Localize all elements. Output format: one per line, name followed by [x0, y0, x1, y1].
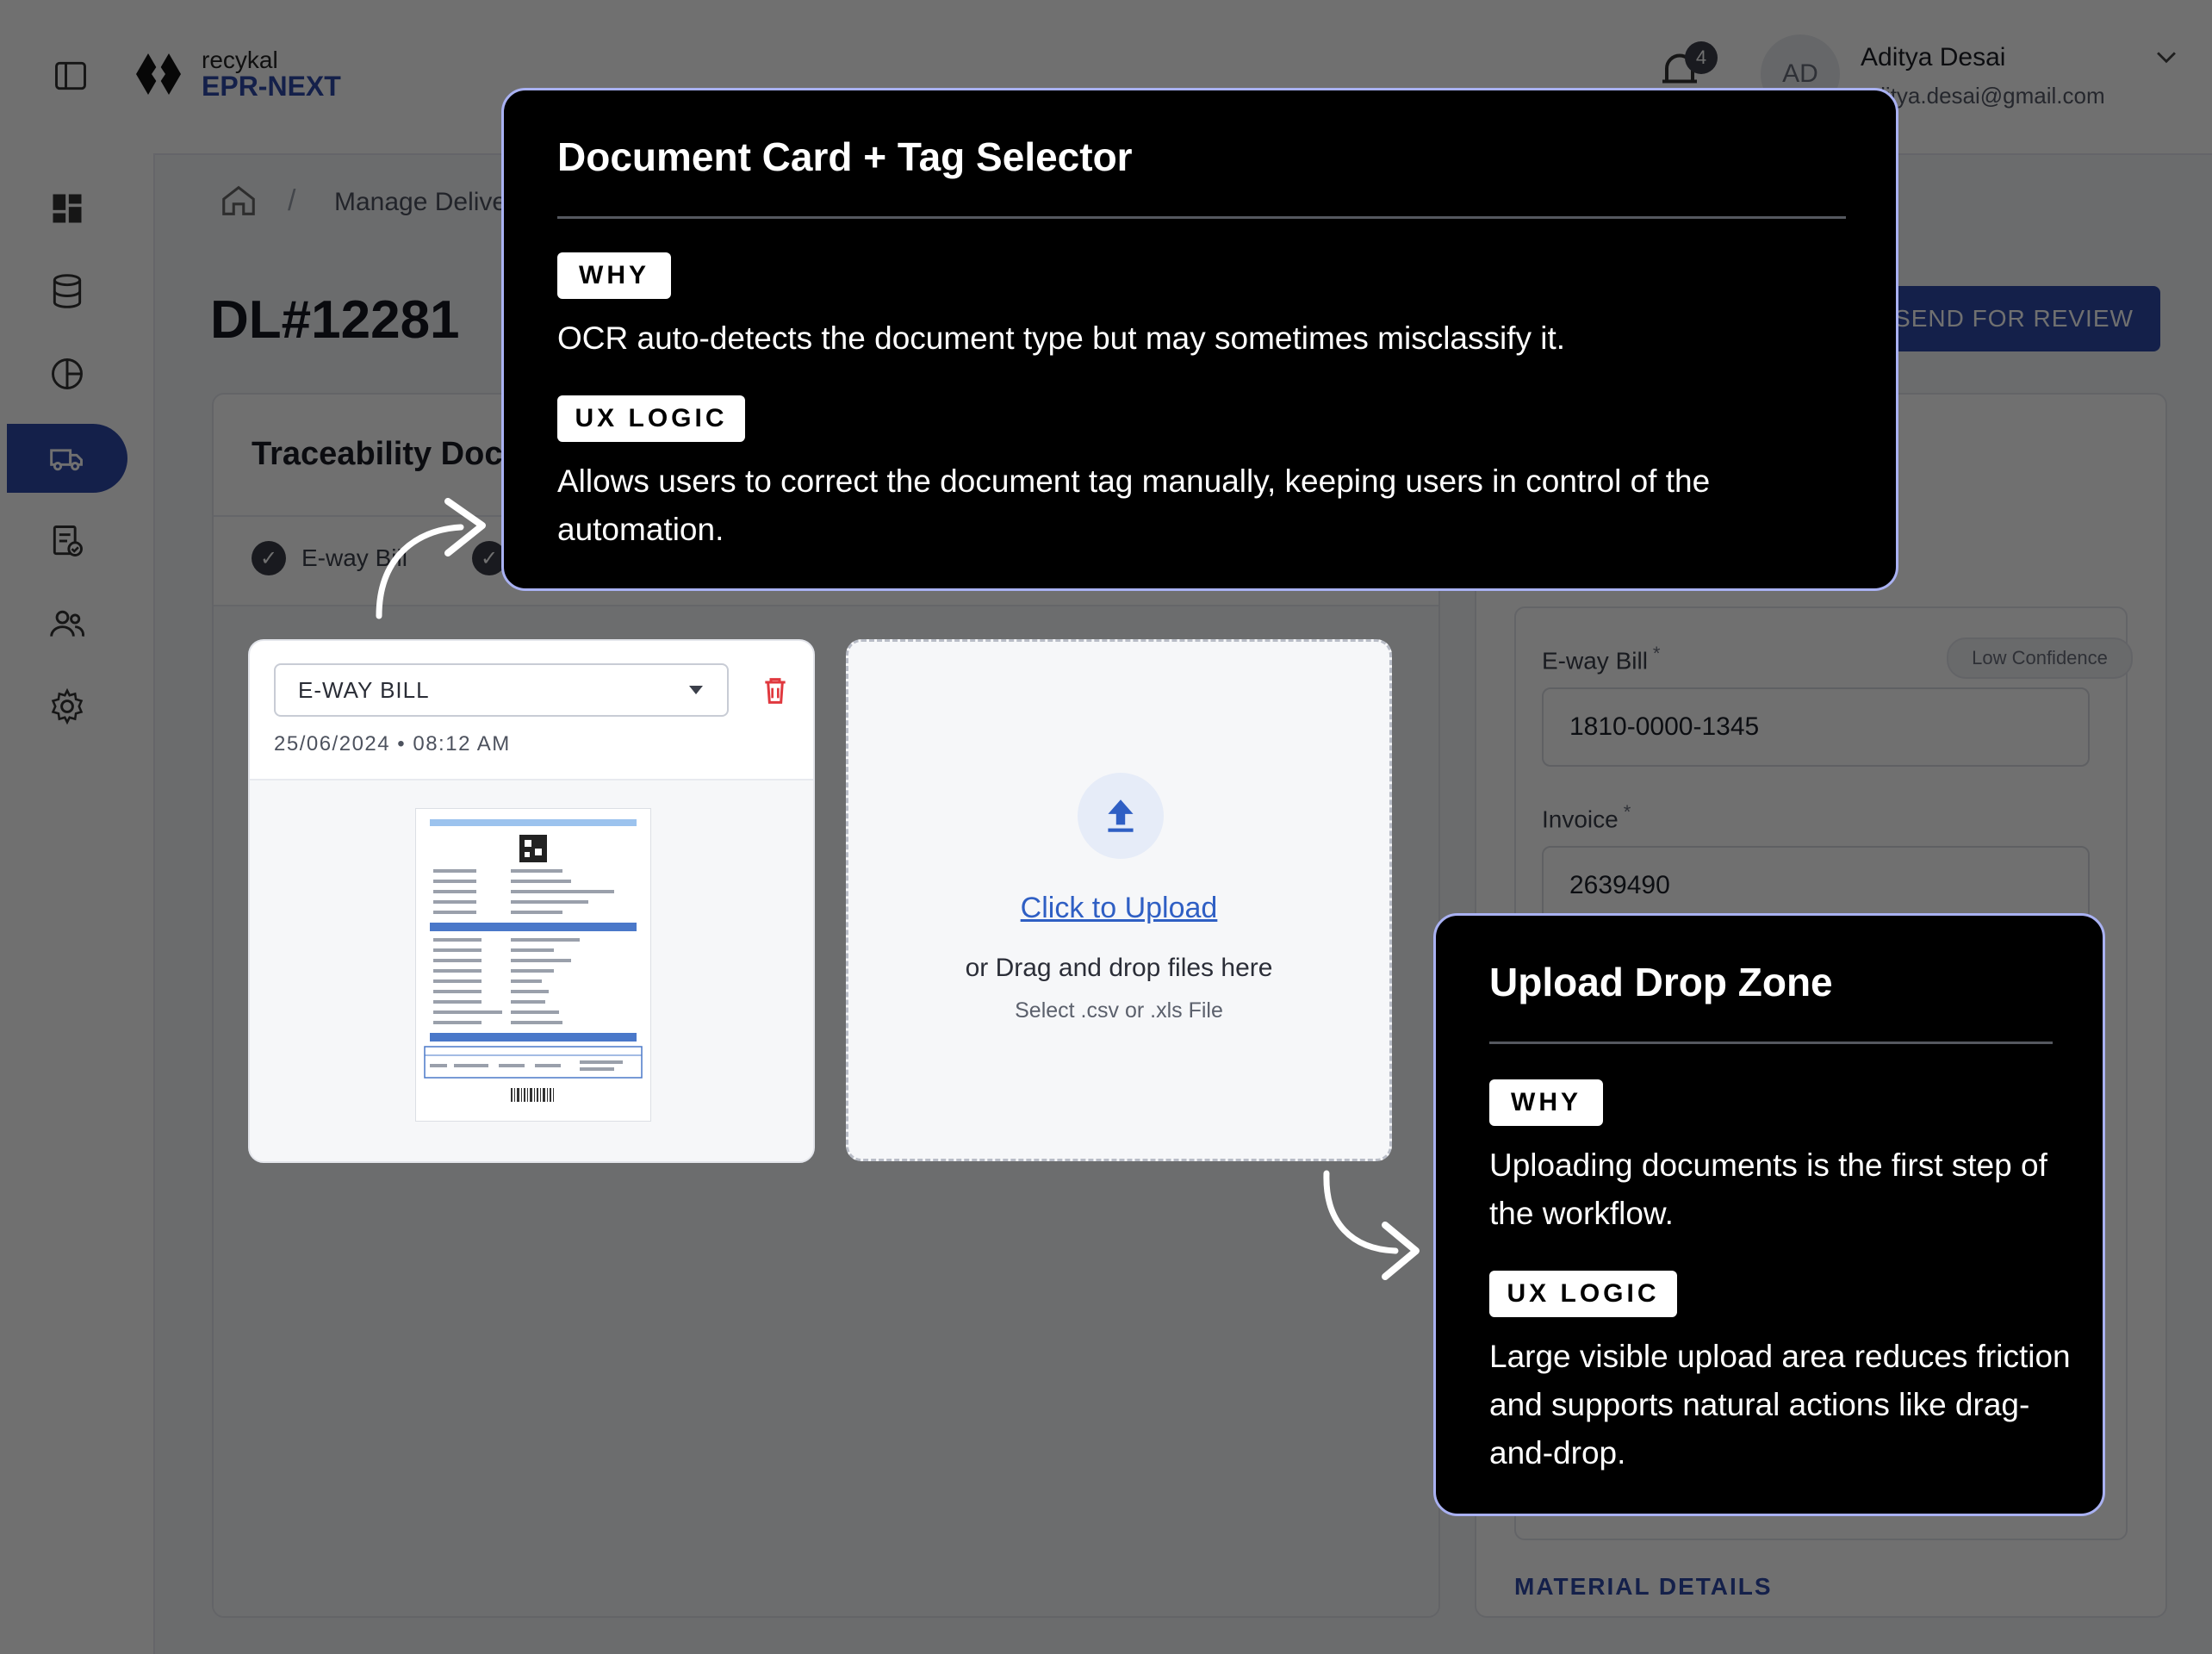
document-tag-select[interactable] — [274, 663, 729, 717]
arrow-to-document-card — [362, 482, 500, 629]
document-preview[interactable] — [250, 780, 813, 1161]
ux-logic-text: Allows users to correct the document tag manually, keeping users in control of the automation. — [557, 463, 1711, 547]
upload-drop-zone[interactable] — [846, 639, 1392, 1161]
upload-icon — [1099, 794, 1142, 837]
drag-drop-text: or Drag and drop files here — [965, 954, 1273, 982]
eway-bill-thumbnail — [415, 808, 651, 1122]
why-chip: WHY — [1489, 1079, 1603, 1126]
tag-value: E-WAY BILL — [298, 676, 430, 703]
why-chip: WHY — [557, 252, 671, 299]
ux-logic-chip: UX LOGIC — [1489, 1271, 1677, 1317]
tooltip-upload-zone — [1433, 913, 2105, 1516]
tooltip-document-card — [501, 88, 1898, 591]
tooltip-divider — [557, 216, 1846, 219]
arrow-to-upload-zone — [1309, 1163, 1430, 1292]
trash-icon[interactable] — [758, 674, 792, 708]
upload-icon-circle — [1078, 773, 1164, 859]
tooltip-title: Document Card + Tag Selector — [557, 134, 1133, 179]
tooltip-title: Upload Drop Zone — [1489, 960, 1833, 1004]
document-card — [248, 639, 815, 1163]
tooltip-divider — [1489, 1042, 2053, 1044]
ux-logic-text: Large visible upload area reduces friction and supports natural actions like drag-and-drop. — [1489, 1339, 2071, 1471]
why-text: OCR auto-detects the document type but may sometimes misclassify it. — [557, 320, 1566, 356]
file-type-hint: Select .csv or .xls File — [1015, 998, 1223, 1023]
why-text: Uploading documents is the first step of the workflow. — [1489, 1147, 2047, 1231]
caret-down-icon — [689, 686, 703, 694]
click-to-upload-link[interactable]: Click to Upload — [1020, 892, 1218, 924]
document-timestamp: 25/06/2024 • 08:12 AM — [274, 732, 511, 755]
ux-logic-chip: UX LOGIC — [557, 395, 745, 442]
